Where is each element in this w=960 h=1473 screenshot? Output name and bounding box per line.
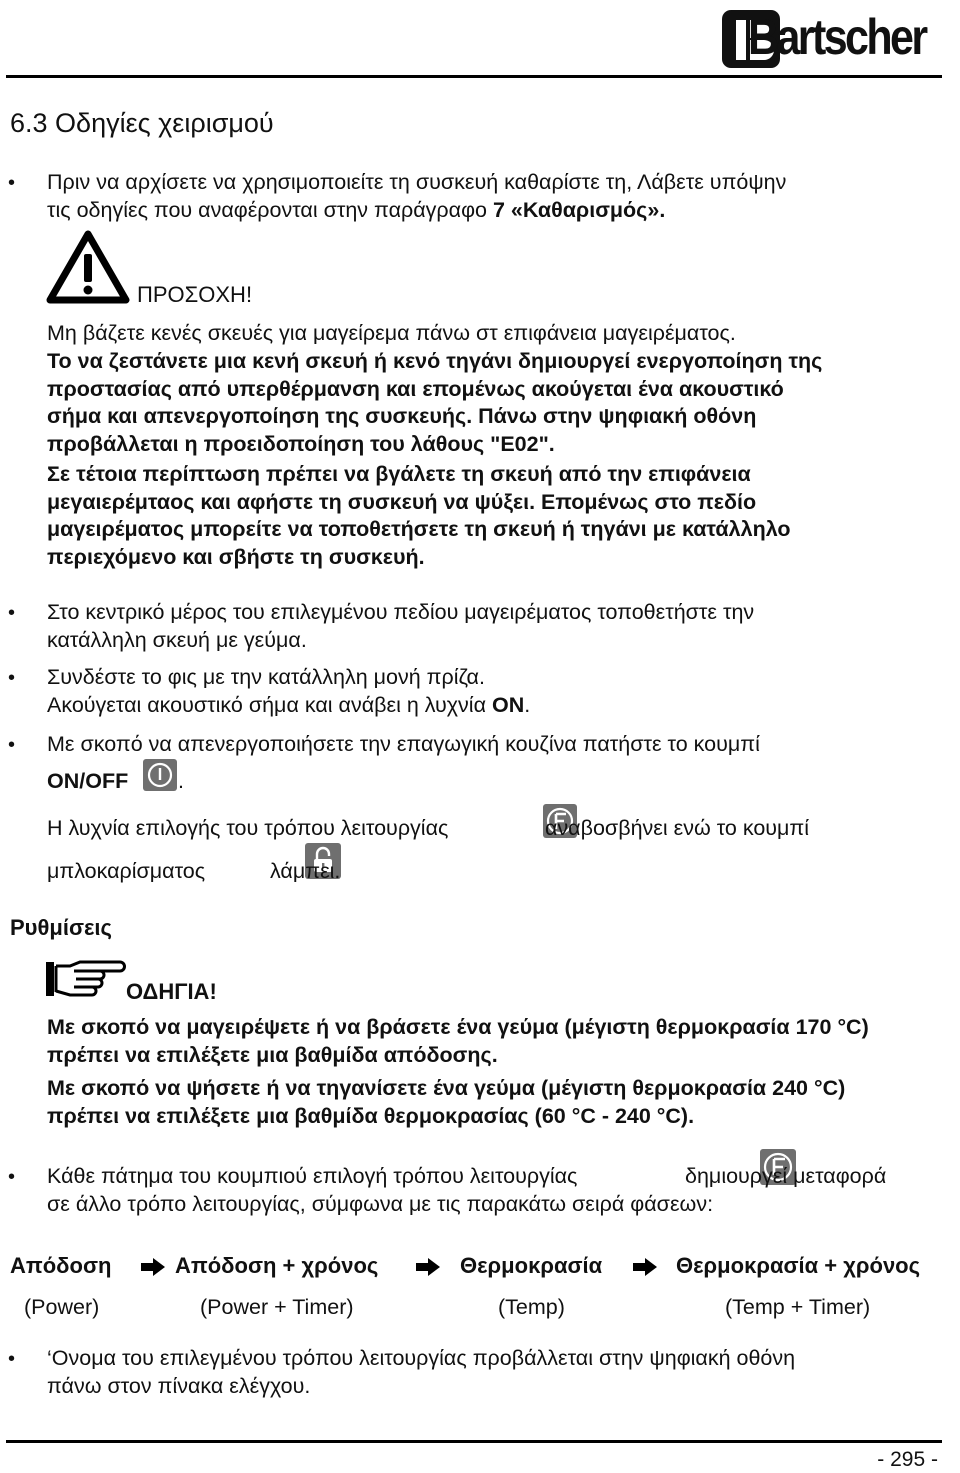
- step2-line-2-end: .: [524, 693, 531, 717]
- warning-triangle-icon: [46, 230, 130, 304]
- note-line: πρέπει να επιλέξετε μια βαθμίδα απόδοσης.: [47, 1042, 498, 1067]
- sequence-sub-power-timer: (Power + Timer): [200, 1295, 354, 1319]
- note-line: Με σκοπό να ψήσετε ή να τηγανίσετε ένα γεύμα (μέγιστη θερμοκρασία 240 °C): [47, 1076, 846, 1100]
- sequence-step-power: Απόδοση: [10, 1253, 112, 1278]
- step5-line-1: ‘Ονομα του επιλεγμένου τρόπου λειτουργίας προβάλλεται στην ψηφιακή οθόνη: [47, 1346, 796, 1370]
- page-number: - 295 -: [877, 1448, 938, 1471]
- sequence-sub-temp-timer: (Temp + Timer): [725, 1295, 871, 1319]
- warning-line: μαγειρέματος μπορείτε να τοποθετήσετε τη σκευή ή τηγάνι με κατάλληλο: [47, 517, 791, 541]
- warning-line: σήμα και απενεργοποίηση της συσκευής. Πάνω στην ψηφιακή οθόνη: [47, 404, 757, 428]
- bullet-dot: •: [8, 1166, 16, 1188]
- step3-line-1: Με σκοπό να απενεργοποιήσετε την επαγωγική κουζίνα πατήστε το κουμπί: [47, 732, 760, 756]
- intro-line-1: Πριν να αρχίσετε να χρησιμοποιείτε τη συσκευή καθαρίστε τη, Λάβετε υπόψην: [47, 170, 787, 194]
- sequence-step-temp-timer: Θερμοκρασία + χρόνος: [676, 1253, 921, 1278]
- step2-line-1: Συνδέστε το φις με την κατάλληλη μονή πρίζα.: [47, 665, 485, 689]
- step2-line-2: [47, 692, 530, 720]
- step4-line-2: σε άλλο τρόπο λειτουργίας, σύμφωνα με τις παρακάτω σειρά φάσεων:: [47, 1192, 714, 1216]
- note-line: πρέπει να επιλέξετε μια βαθμίδα θερμοκρασίας (60 °C - 240 °C).: [47, 1103, 695, 1128]
- warning-line: προστασίας από υπερθέρμανση και επομένως ακούγεται ένα ακουστικό: [47, 376, 784, 401]
- brand-logo: [720, 6, 935, 72]
- sequence-step-temp: Θερμοκρασία: [460, 1253, 603, 1278]
- section-title: 6.3 Οδηγίες χειρισμού: [10, 108, 274, 138]
- step5-line-2: πάνω στον πίνακα ελέγχου.: [47, 1374, 311, 1398]
- intro-line-2-text: τις οδηγίες που αναφέρονται στην παράγραφο: [47, 198, 493, 222]
- warning-line: Το να ζεστάνετε μια κενή σκευή ή κενό τηγάνι δημιουργεί ενεργοποίηση της: [47, 349, 823, 373]
- note-body: [47, 1014, 869, 1130]
- note-title: ΟΔΗΓΙΑ!: [126, 979, 217, 1004]
- bullet-dot: •: [8, 667, 16, 689]
- step2-line-2-text: Ακούγεται ακουστικό σήμα και ανάβει η λυχνία: [47, 693, 492, 717]
- note-line: Με σκοπό να μαγειρέψετε ή να βράσετε ένα γεύμα (μέγιστη θερμοκρασία 170 °C): [47, 1015, 869, 1039]
- step3-line-3-text: Η λυχνία επιλογής του τρόπου λειτουργίας: [47, 816, 449, 840]
- sequence-sub-temp: (Temp): [498, 1295, 565, 1319]
- step1-line-2: κατάλληλη σκευή με γεύμα.: [47, 628, 307, 652]
- step4-line-1-text: Κάθε πάτημα του κουμπιού επιλογή τρόπου λειτουργίας: [47, 1164, 578, 1188]
- step4-line-1-end: δημιουργεί μεταφορά: [685, 1164, 887, 1188]
- brand-logo-text: Bartscher: [748, 9, 926, 65]
- step3-line-4-end: λάμπει.: [270, 859, 341, 883]
- step1-line-1: Στο κεντρικό μέρος του επιλεγμένου πεδίου μαγειρέματος τοποθετήστε την: [47, 600, 755, 624]
- warning-line: Σε τέτοια περίπτωση πρέπει να βγάλετε τη σκευή από την επιφάνεια: [47, 462, 751, 486]
- bullet-dot: •: [8, 1348, 16, 1370]
- onoff-label: ON/OFF: [47, 769, 129, 793]
- right-arrow-icon: [140, 1257, 166, 1277]
- right-arrow-icon: [415, 1257, 441, 1277]
- warning-line: προβάλλεται η προειδοποίηση του λάθους "E02".: [47, 431, 555, 456]
- footer-rule: [6, 1440, 942, 1443]
- intro-line-2-ref: 7 «Καθαρισμός».: [492, 198, 666, 222]
- sequence-sub-power: (Power): [24, 1295, 100, 1319]
- warning-line: μεγαιερέμταος και αφήστε τη συσκευή να ψύξει. Επομένως στο πεδίο: [47, 489, 757, 514]
- step3-line-3-end: αναβοσβήνει ενώ το κουμπί: [545, 816, 810, 840]
- warning-line-1: Μη βάζετε κενές σκευές για μαγείρεμα πάνω στ επιφάνεια μαγειρέματος.: [47, 321, 736, 345]
- sequence-step-power-timer: Απόδοση + χρόνος: [175, 1253, 379, 1278]
- step3-line-4-text: μπλοκαρίσματος: [47, 859, 206, 883]
- bullet-dot: •: [8, 734, 16, 756]
- header-rule: [6, 75, 942, 78]
- bullet-dot: •: [8, 172, 16, 194]
- warning-body: [47, 348, 822, 571]
- on-indicator-label: ON: [491, 693, 525, 717]
- bullet-dot: •: [8, 602, 16, 624]
- warning-title: ΠΡΟΣΟΧΗ!: [137, 282, 253, 307]
- right-arrow-icon: [632, 1257, 658, 1277]
- settings-heading: Ρυθμίσεις: [10, 915, 112, 940]
- pointing-hand-icon: [44, 958, 128, 1000]
- step3-line-2-end: .: [178, 769, 184, 793]
- warning-line: περιεχόμενο και σβήστε τη συσκευή.: [47, 544, 425, 569]
- intro-line-2: [47, 197, 665, 225]
- power-button-icon: [143, 759, 177, 791]
